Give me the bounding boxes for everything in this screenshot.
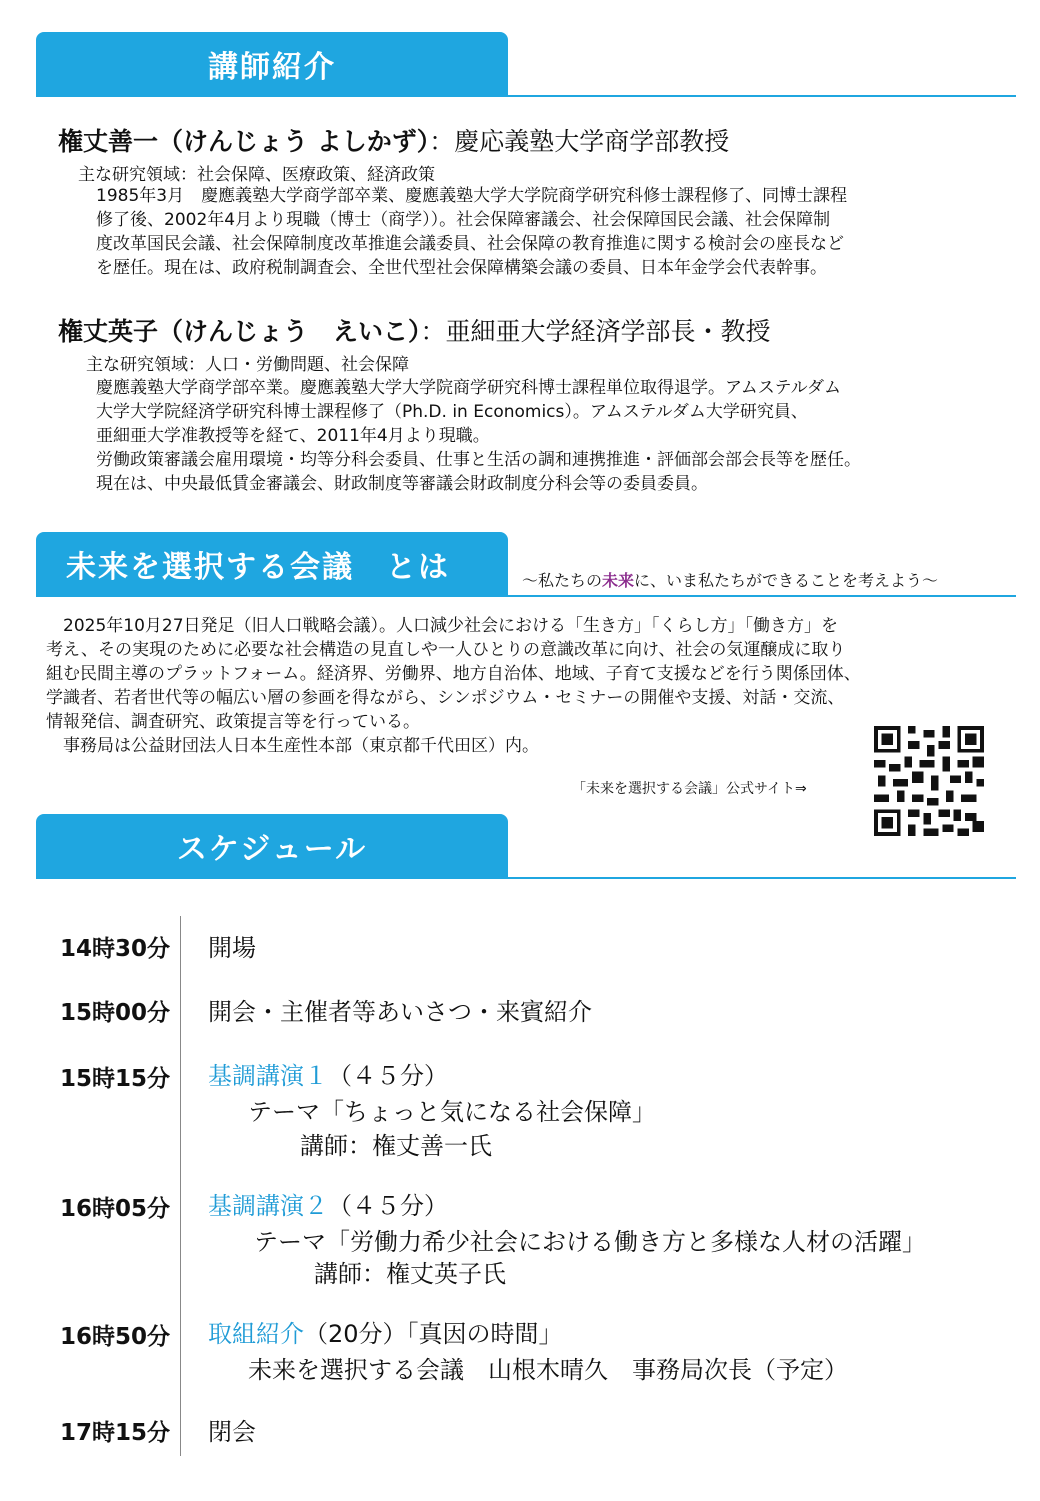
schedule-item (208, 1056, 448, 1091)
bio-line: 労働政策審議会雇用環境・均等分科会委員、仕事と生活の調和連携推進・評価部会部会長等を歴任。 (96, 450, 861, 470)
schedule-divider (180, 916, 181, 1456)
schedule-item: 閉会 (208, 1418, 256, 1446)
speaker-2-name: 権丈英子（けんじょう えいこ） (58, 317, 421, 346)
schedule-item (208, 1314, 563, 1349)
speakers-section-title: 講師紹介 (36, 32, 508, 96)
schedule-time: 14時30分 (60, 936, 171, 962)
bio-line: 大学大学院経済学研究科博士課程修了（Ph.D. in Economics）。アムステルダム大学研究員、 (96, 402, 808, 422)
bio-line: 慶應義塾大学商学部卒業。慶應義塾大学大学院商学研究科博士課程単位取得退学。アムステルダム (96, 378, 841, 398)
tagline-pre: ～私たちの (522, 571, 603, 590)
speaker-2-bio (96, 376, 1006, 496)
section-rule (36, 595, 1016, 597)
bio-line: 修了後、2002年4月より現職（博士（商学））。社会保障審議会、社会保障国民会議、社会保障制 (96, 210, 831, 230)
qr-code-icon[interactable] (874, 726, 984, 836)
speaker-1-heading (58, 122, 729, 158)
keynote-1-speaker: 講師：権丈善一氏 (300, 1132, 492, 1160)
about-line: 2025年10月27日発足（旧人口戦略会議）。人口減少社会における「生き方」「くらし方」「働き方」を (46, 616, 839, 636)
schedule-item: 開会・主催者等あいさつ・来賓紹介 (208, 998, 592, 1026)
bio-line: 度改革国民会議、社会保障制度改革推進会議委員、社会保障の教育推進に関する検討会の座長など (96, 234, 844, 254)
speaker-2-heading (58, 312, 771, 348)
tagline-post: に、いま私たちができることを考えよう～ (634, 571, 939, 590)
about-text (46, 614, 1016, 758)
section-rule (36, 877, 1016, 879)
speaker-1-bio (96, 184, 1006, 280)
schedule-item: 開場 (208, 934, 256, 962)
about-line: 学識者、若者世代等の幅広い層の参画を得ながら、シンポジウム・セミナーの開催や支援、対話・交流、 (46, 688, 845, 708)
bio-line: 亜細亜大学准教授等を経て、2011年4月より現職。 (96, 426, 490, 446)
keynote-1-theme: テーマ「ちょっと気になる社会保障」 (248, 1098, 656, 1126)
section-rule (36, 95, 1016, 97)
schedule-time: 16時50分 (60, 1324, 171, 1350)
official-site-label: 「未来を選択する会議」公式サイト⇒ (572, 781, 807, 797)
initiative-detail: （20分）「真因の時間」 (304, 1320, 563, 1348)
initiative-presenter: 未来を選択する会議 山根木晴久 事務局次長（予定） (248, 1356, 848, 1384)
schedule-time: 15時15分 (60, 1066, 171, 1092)
about-line: 事務局は公益財団法人日本生産性本部（東京都千代田区）内。 (46, 736, 539, 756)
keynote-2-label: 基調講演２ (208, 1192, 328, 1220)
speaker-1-title: ：慶応義塾大学商学部教授 (429, 127, 730, 156)
about-line: 情報発信、調査研究、政策提言等を行っている。 (46, 712, 420, 732)
about-line: 考え、その実現のために必要な社会構造の見直しや一人ひとりの意識改革に向け、社会の気運醸成に取り (46, 640, 846, 660)
schedule-section-title: スケジュール (36, 814, 508, 878)
schedule-time: 16時05分 (60, 1196, 171, 1222)
speaker-1-field: 主な研究領域：社会保障、医療政策、経済政策 (78, 165, 435, 185)
schedule-item (208, 1186, 448, 1221)
bio-line: 1985年3月 慶應義塾大学商学部卒業、慶應義塾大学大学院商学研究科修士課程修了、同博士課程 (96, 186, 848, 206)
schedule-time: 15時00分 (60, 1000, 171, 1026)
initiative-label: 取組紹介 (208, 1320, 304, 1348)
about-section-title: 未来を選択する会議 とは (36, 532, 508, 596)
keynote-2-duration: （４５分） (328, 1192, 448, 1220)
speaker-2-field: 主な研究領域：人口・労働問題、社会保障 (86, 355, 409, 375)
bio-line: 現在は、中央最低賃金審議会、財政制度等審議会財政制度分科会等の委員委員。 (96, 474, 708, 494)
keynote-1-duration: （４５分） (328, 1062, 448, 1090)
tagline-highlight: 未来 (602, 571, 635, 590)
keynote-1-label: 基調講演１ (208, 1062, 328, 1090)
bio-line: を歴任。現在は、政府税制調査会、全世代型社会保障構築会議の委員、日本年金学会代表幹事。 (96, 258, 827, 278)
about-tagline (522, 568, 938, 591)
keynote-2-theme: テーマ「労働力希少社会における働き方と多様な人材の活躍」 (254, 1228, 926, 1256)
schedule-time: 17時15分 (60, 1420, 171, 1446)
keynote-2-speaker: 講師：権丈英子氏 (314, 1260, 506, 1288)
speaker-2-title: ：亜細亜大学経済学部長・教授 (420, 317, 771, 346)
about-line: 組む民間主導のプラットフォーム。経済界、労働界、地方自治体、地域、子育て支援などを行う関係団体、 (46, 664, 861, 684)
speaker-1-name: 権丈善一（けんじょう よしかず） (58, 127, 430, 156)
